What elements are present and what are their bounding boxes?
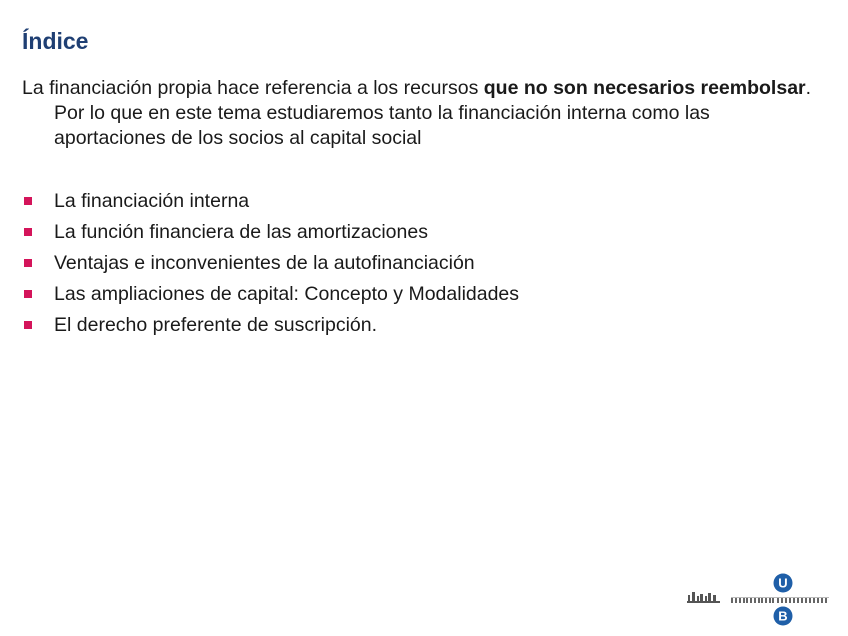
bullet-square-icon: [24, 228, 32, 236]
intro-text-start: La financiación propia hace referencia a los recursos: [22, 77, 484, 99]
bullet-square-icon: [24, 259, 32, 267]
logo-b-letter: B: [778, 608, 788, 624]
intro-text-end: . Por lo que en este tema estudiaremos tanto la financiación interna como las aportaciones de los socios al capital social: [54, 77, 812, 149]
topic-item: [22, 248, 519, 279]
intro-bold-text: que no son necesarios reembolsar: [483, 77, 806, 99]
wordmark-graphic: [731, 597, 829, 603]
university-logo-graphic: [686, 573, 838, 627]
topic-label: Ventajas e inconvenientes de la autofinanciación: [54, 252, 475, 274]
logo-u-letter: U: [778, 575, 788, 591]
university-logo: [686, 573, 838, 627]
topic-label: La financiación interna: [54, 190, 250, 212]
topic-label: Las ampliaciones de capital: Concepto y Modalidades: [54, 283, 520, 305]
topic-item: [22, 186, 519, 217]
building-emblem-icon: [687, 592, 720, 603]
topic-list: [22, 186, 519, 341]
topic-item: [22, 217, 519, 248]
topic-item: [22, 310, 519, 341]
intro-paragraph: [22, 76, 822, 151]
topic-item: [22, 279, 519, 310]
topic-label: El derecho preferente de suscripción.: [54, 314, 378, 336]
topic-label: La función financiera de las amortizaciones: [54, 221, 428, 243]
bullet-square-icon: [24, 321, 32, 329]
slide-title: Índice: [22, 28, 89, 54]
bullet-square-icon: [24, 197, 32, 205]
bullet-square-icon: [24, 290, 32, 298]
